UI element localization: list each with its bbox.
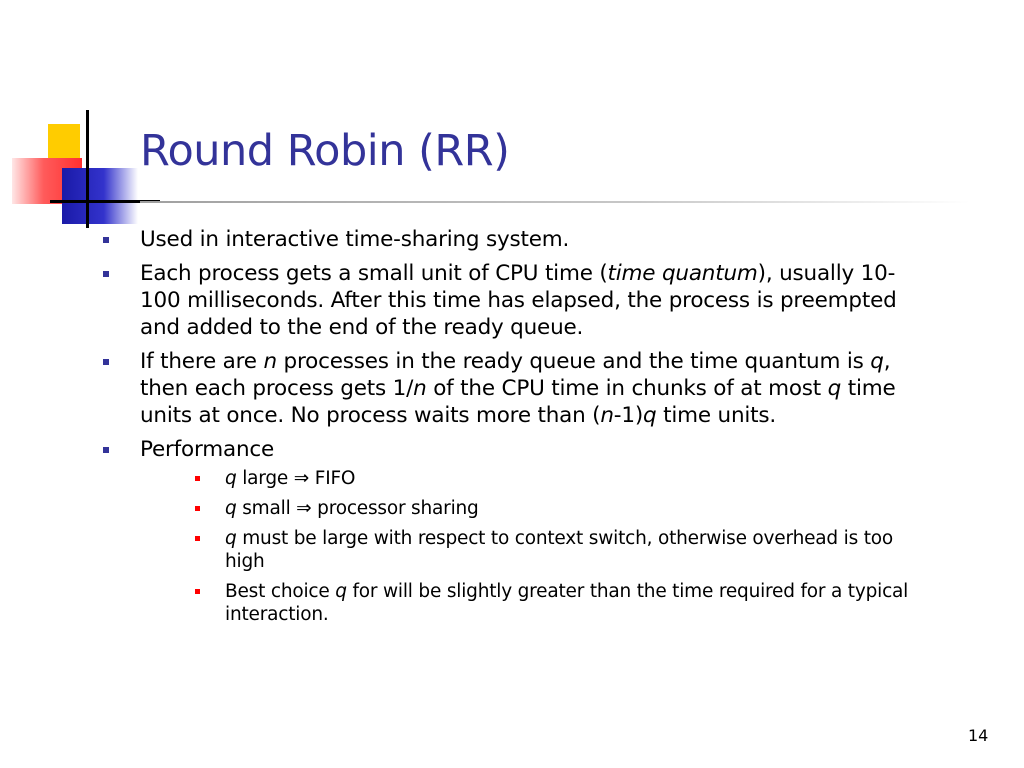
bullet-text: Used in interactive time-sharing system. [140, 227, 570, 252]
bullet-list [100, 226, 910, 626]
sub-bullet-text: q must be large with respect to context switch, otherwise overhead is too high [225, 528, 893, 572]
bullet-item [100, 226, 910, 253]
sub-bullet-text: Best choice q for will be slightly greater than the time required for a typical interaction. [225, 581, 909, 625]
square-bullet-icon [103, 271, 109, 277]
decor-vertical-line [86, 110, 89, 228]
square-bullet-icon [103, 447, 109, 453]
title-underline-rule [140, 201, 970, 203]
sub-bullet-item [140, 580, 910, 626]
bullet-item [100, 260, 910, 341]
red-square-bullet-icon [195, 476, 200, 481]
square-bullet-icon [103, 237, 109, 243]
page-number: 14 [968, 726, 989, 745]
bullet-text: If there are n processes in the ready queue and the time quantum is q, then each process gets 1/n of the CPU time in chunks of at most q time units at once. No process waits more than (n-1)q time units. [140, 349, 896, 428]
sub-bullet-text: q large ⇒ FIFO [225, 468, 356, 489]
bullet-item [100, 436, 910, 626]
sub-bullet-item [140, 467, 910, 490]
bullet-text: Each process gets a small unit of CPU time (time quantum), usually 10-100 milliseconds. After this time has elapsed, the process is preempted and added to the end of the ready queue. [140, 261, 897, 340]
square-bullet-icon [103, 359, 109, 365]
sub-bullet-text: q small ⇒ processor sharing [225, 498, 479, 519]
red-square-bullet-icon [195, 589, 200, 594]
bullet-item [100, 348, 910, 429]
decor-blue-square [62, 168, 138, 224]
bullet-text: Performance [140, 437, 275, 462]
slide-body [100, 226, 910, 633]
slide-title: Round Robin (RR) [140, 126, 510, 176]
red-square-bullet-icon [195, 536, 200, 541]
sub-bullet-list [140, 467, 910, 626]
sub-bullet-item [140, 527, 910, 573]
sub-bullet-item [140, 497, 910, 520]
red-square-bullet-icon [195, 506, 200, 511]
